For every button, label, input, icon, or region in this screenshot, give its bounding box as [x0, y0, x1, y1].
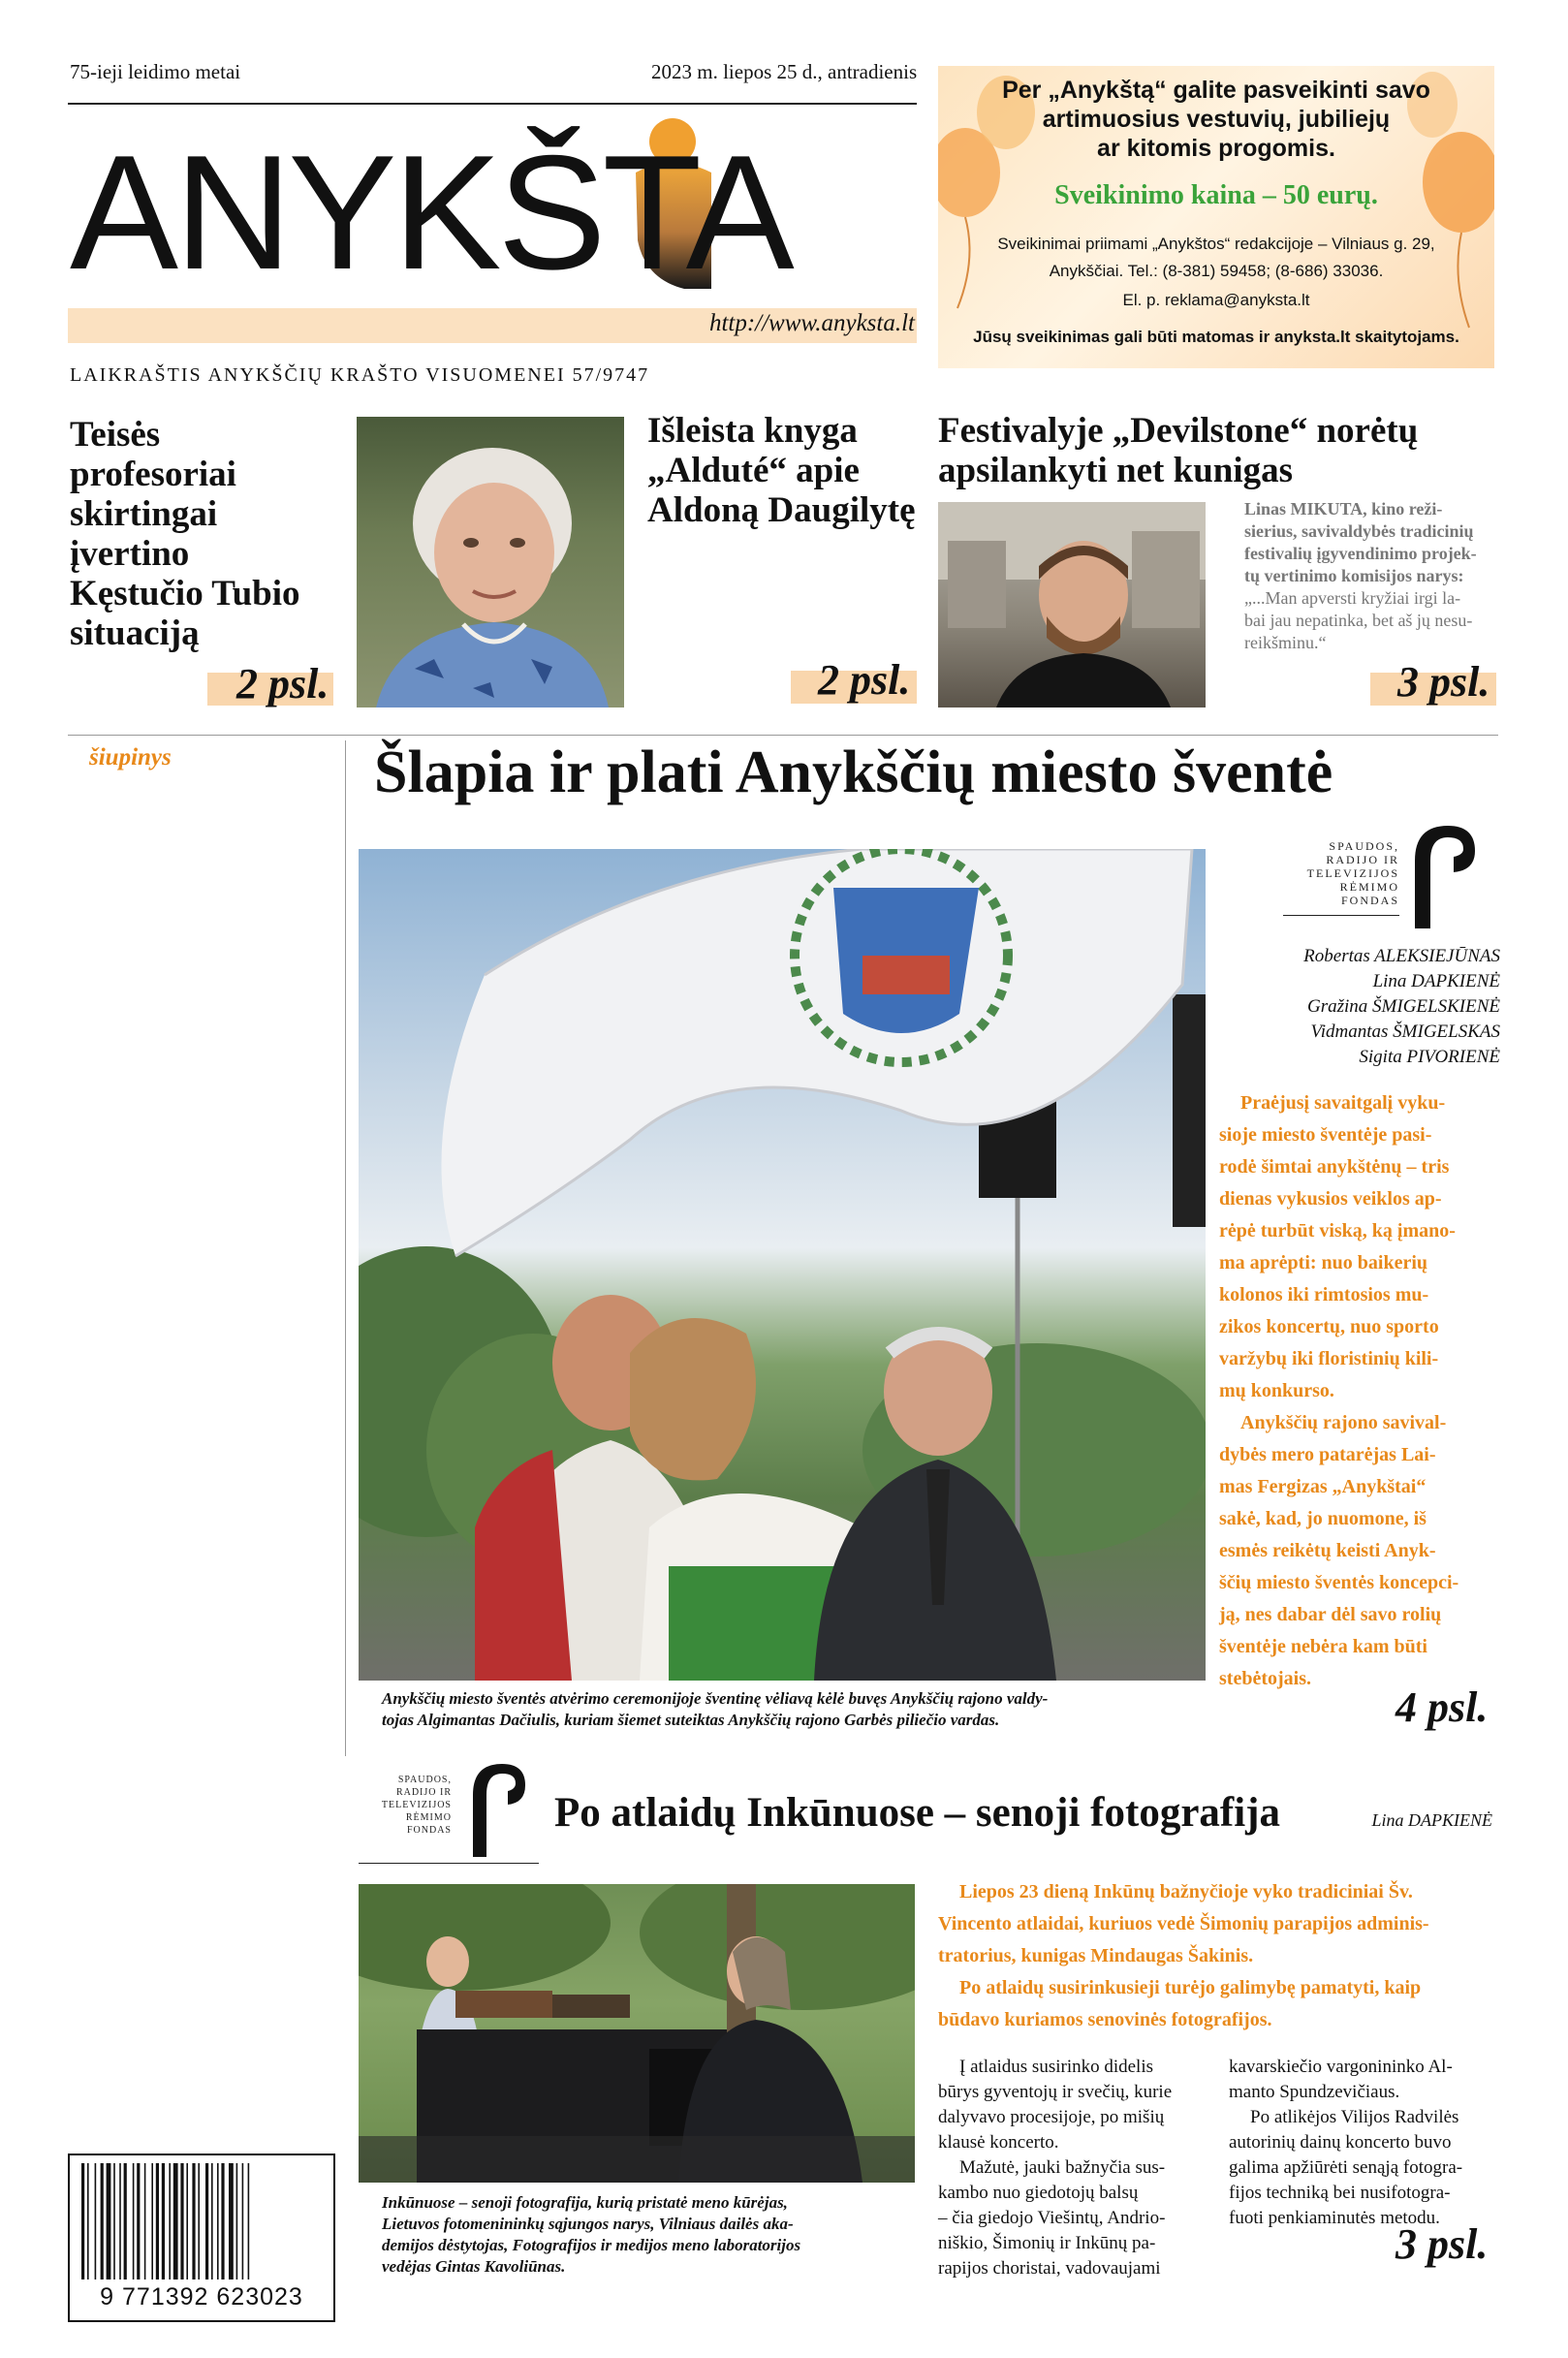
author-name: Gražina ŠMIGELSKIENĖ [1307, 996, 1500, 1017]
second-caption-line: vedėjas Gintas Kavoliūnas. [382, 2257, 566, 2276]
main-lead-line: mas Fergizas „Anykštai“ [1219, 1476, 1427, 1497]
teaser-3-text-line: tų vertinimo komisijos narys: [1244, 566, 1464, 585]
main-lead-line: Anykščių rajono savival- [1240, 1412, 1447, 1433]
second-body-col-1 [938, 2055, 1202, 2281]
barcode-bars [79, 2163, 324, 2279]
author-name: Sigita PIVORIENĖ [1359, 1047, 1500, 1067]
main-lead-line: esmės reikėtų keisti Anyk- [1219, 1540, 1436, 1561]
second-caption-line: Inkūnuose – senoji fotografija, kurią pristatė meno kūrėjas, [382, 2193, 788, 2212]
fund-logo-line: SPAUDOS, [1329, 839, 1399, 853]
flag-ceremony-image [359, 849, 1206, 1681]
media-fund-logo [359, 1756, 543, 1863]
fund-logo-line: RĖMIMO [405, 1812, 452, 1823]
second-body-line: galima apžiūrėti senąją fotogra- [1229, 2157, 1463, 2178]
barcode-bar [186, 2163, 188, 2279]
barcode-bar [173, 2163, 178, 2279]
second-body-line: Po atlikėjos Vilijos Radvilės [1250, 2107, 1459, 2127]
fund-logo-line: RADIJO IR [395, 1787, 452, 1798]
second-body-line: klausė koncerto. [938, 2132, 1059, 2153]
barcode-bar [192, 2163, 195, 2279]
main-lead-line: rodė šimtai anykštėnų – tris [1219, 1156, 1450, 1178]
teaser-1-line: situaciją [70, 613, 200, 653]
barcode-bar [137, 2163, 140, 2279]
ad-info-2: Anykščiai. Tel.: (8-381) 59458; (8-686) 33036. [1049, 262, 1384, 280]
author-name: Lina DAPKIENĖ [1372, 971, 1500, 991]
edition-year: 75-ieji leidimo metai [70, 60, 241, 83]
second-body-line: fijos techniką bei nusifotogra- [1229, 2183, 1451, 2203]
ad-info-3: El. p. reklama@anyksta.lt [1122, 291, 1310, 309]
second-body-line: fuoti penkiaminutės metodu. [1229, 2208, 1440, 2228]
teaser-1-line: skirtingai [70, 494, 218, 534]
author-name: Vidmantas ŠMIGELSKAS [1310, 1022, 1500, 1042]
barcode-bar [87, 2163, 89, 2279]
teaser-3-text-line: reikšminu.“ [1244, 633, 1327, 652]
ad-price: Sveikinimo kaina – 50 eurų. [1054, 180, 1378, 210]
section-rule [68, 735, 1498, 736]
barcode-bar [248, 2163, 250, 2279]
teaser-2-line: Aldoną Daugilytę [647, 490, 916, 530]
barcode-bar [133, 2163, 135, 2279]
teaser-1-line: įvertino [70, 534, 190, 574]
barcode-bar [101, 2163, 104, 2279]
teaser-2-page[interactable]: 2 psl. [818, 656, 911, 704]
barcode-bar [162, 2163, 165, 2279]
fund-logo-mark-icon [465, 1760, 529, 1857]
main-lead-line: stebėtojais. [1219, 1668, 1311, 1689]
second-caption-line: Lietuvos fotomenininkų sąjungos narys, Vilniaus dailės aka- [382, 2215, 794, 2233]
fund-logo-mark-icon [1405, 822, 1479, 928]
teaser-3-text-line: festivalių įgyvendinimo projek- [1244, 544, 1477, 563]
fund-logo-line: TELEVIZIJOS [381, 1800, 452, 1810]
ad-info-1: Sveikinimai priimami „Anykštos“ redakcijoje – Vilniaus g. 29, [997, 235, 1435, 253]
fund-logo-line: RĖMIMO [1339, 880, 1399, 894]
barcode-bar [169, 2163, 171, 2279]
fund-logo-line: TELEVIZIJOS [1306, 866, 1399, 880]
issue-date: 2023 m. liepos 25 d., antradienis [651, 60, 918, 83]
barcode-digits: 9 771392 623023 [100, 2283, 303, 2311]
main-lead-line: sioje miesto šventėje pasi- [1219, 1124, 1432, 1146]
barcode-bar [236, 2163, 238, 2279]
second-body-line: Į atlaidus susirinko didelis [959, 2057, 1154, 2077]
barcode-bar [124, 2163, 127, 2279]
main-lead-line: ma aprėpti: nuo baikerių [1219, 1252, 1428, 1273]
barcode-bar [205, 2163, 208, 2279]
masthead-rule [68, 103, 917, 105]
teaser-2-line: „Alduté“ apie [647, 451, 860, 490]
barcode-bar [144, 2163, 146, 2279]
teaser-3-text-line: Linas MIKUTA, kino reži- [1244, 499, 1443, 519]
teaser-3-text-line: sierius, savivaldybės tradicinių [1244, 521, 1474, 541]
second-body-line: kavarskiečio vargonininko Al- [1229, 2057, 1453, 2077]
second-body-col-2 [1229, 2055, 1498, 2231]
second-lead-line: Liepos 23 dieną Inkūnų bažnyčioje vyko tradiciniai Šv. [959, 1881, 1413, 1902]
main-lead-line: ją, nes dabar dėl savo rolių [1219, 1604, 1442, 1625]
second-lead-line: tratorius, kunigas Mindaugas Šakinis. [938, 1945, 1254, 1966]
fund-logo-line: FONDAS [1340, 894, 1399, 907]
main-photo-caption [382, 1688, 1215, 1731]
logo-wordmark: ANYKŠTA [70, 121, 791, 303]
svg-text:R: R [486, 1826, 507, 1857]
main-article-page[interactable]: 4 psl. [1396, 1683, 1489, 1731]
teaser-3-photo[interactable] [938, 502, 1206, 707]
second-body-line: būrys gyventojų ir svečių, kurie [938, 2082, 1173, 2102]
teaser-1-line: profesoriai [70, 455, 236, 494]
main-headline[interactable]: Šlapia ir plati Anykščių miesto šventė [374, 739, 1333, 805]
main-lead-line: rėpė turbūt viską, ką įmano- [1219, 1220, 1456, 1242]
barcode-bar [180, 2163, 183, 2279]
second-headline[interactable]: Po atlaidų Inkūnuose – senoji fotografija [554, 1790, 1280, 1836]
second-caption-line: demijos dėstytojas, Fotografijos ir medijos meno laboratorijos [382, 2236, 801, 2254]
teaser-3-text-line: „...Man apversti kryžiai irgi la- [1244, 588, 1461, 608]
second-body-line: niškio, Šimonių ir Inkūnų pa- [938, 2233, 1156, 2253]
barcode-bar [156, 2163, 159, 2279]
tagline: LAIKRAŠTIS ANYKŠČIŲ KRAŠTO VISUOMENEI 57/9747 [70, 364, 650, 386]
sidebar-divider [345, 740, 346, 1756]
teaser-2-line: Išleista knyga [647, 411, 858, 451]
main-lead-line: sakė, kad, jo nuomone, iš [1219, 1508, 1427, 1529]
fund-logo-rule [1283, 915, 1399, 916]
teaser-2-title[interactable] [647, 411, 928, 530]
barcode-bar [95, 2163, 97, 2279]
author-name: Robertas ALEKSIEJŪNAS [1303, 946, 1500, 966]
teaser-3-line: apsilankyti net kunigas [938, 451, 1294, 490]
old-photography-image [359, 1884, 915, 2183]
second-body-line: Mažutė, jauki bažnyčia sus- [959, 2157, 1166, 2178]
barcode-bar [221, 2163, 224, 2279]
fund-logo-line: RADIJO IR [1326, 853, 1399, 866]
main-lead-line: mų konkurso. [1219, 1380, 1334, 1401]
main-caption-line: tojas Algimantas Dačiulis, kuriam šiemet suteiktas Anykščių rajono Garbės piliečio vardas. [382, 1711, 1000, 1729]
second-body-line: kambo nuo giedotojų balsų [938, 2183, 1139, 2203]
second-body-line: – čia giedojo Viešintų, Andrio- [938, 2208, 1166, 2228]
main-lead-line: dienas vykusios veiklos ap- [1219, 1188, 1442, 1210]
second-lead-line: būdavo kuriamos senovinės fotografijos. [938, 2009, 1272, 2030]
main-lead-line: zikos koncertų, nuo sporto [1219, 1316, 1439, 1337]
barcode-bar [242, 2163, 244, 2279]
barcode-bar [81, 2163, 84, 2279]
barcode-bar [198, 2163, 200, 2279]
main-lead-line: ščių miesto šventės koncepci- [1219, 1572, 1459, 1593]
portrait-woman-image [357, 417, 624, 707]
main-lead [1219, 1087, 1500, 1695]
barcode-bar [107, 2163, 111, 2279]
ad-line-3: ar kitomis progomis. [1097, 135, 1335, 162]
teaser-3-page[interactable]: 3 psl. [1397, 658, 1490, 706]
ad-line-1: Per „Anykštą“ galite pasveikinti savo [1002, 77, 1430, 104]
barcode [68, 2154, 335, 2322]
main-authors [1303, 944, 1500, 1070]
second-article-rule [359, 1863, 539, 1864]
barcode-bar [217, 2163, 219, 2279]
teaser-1-page[interactable]: 2 psl. [236, 660, 329, 707]
main-lead-line: kolonos iki rimtosios mu- [1219, 1284, 1429, 1305]
teaser-3-line: Festivalyje „Devilstone“ norėtų [938, 411, 1419, 451]
ad-footer: Jūsų sveikinimas gali būti matomas ir anyksta.lt skaitytojams. [973, 328, 1459, 346]
teaser-3-title[interactable] [938, 411, 1510, 490]
main-article-photo[interactable] [359, 849, 1206, 1681]
ad-line-2: artimuosius vestuvių, jubiliejų [1042, 106, 1391, 133]
barcode-bar [151, 2163, 153, 2279]
second-article-page[interactable]: 3 psl. [1396, 2220, 1489, 2268]
website-url[interactable]: http://www.anyksta.lt [708, 310, 915, 336]
main-lead-line: dybės mero patarėjas Lai- [1219, 1444, 1436, 1465]
media-fund-logo [1279, 822, 1492, 928]
barcode-bar [119, 2163, 121, 2279]
second-lead-line: Po atlaidų susirinkusieji turėjo galimybę pamatyti, kaip [959, 1977, 1422, 1998]
barcode-bar [113, 2163, 115, 2279]
teaser-1-line: Teisės [70, 415, 161, 455]
barcode-bar [211, 2163, 213, 2279]
main-caption-line: Anykščių miesto šventės atvėrimo ceremonijoje šventinę vėliavą kėlė buvęs Anykščių rajono valdy- [382, 1689, 1049, 1708]
sidebar-label[interactable]: šiupinys [89, 744, 172, 770]
teaser-1-line: Kęstučio Tubio [70, 574, 300, 613]
second-body-line: manto Spundzevičiaus. [1229, 2082, 1400, 2102]
second-lead [938, 1876, 1500, 2036]
svg-text:R: R [1432, 895, 1455, 928]
fund-logo-line: FONDAS [406, 1825, 452, 1836]
main-lead-line: šventėje nebėra kam būti [1219, 1636, 1427, 1657]
teaser-3-text-line: bai jau nepatinka, bet aš jų nesu- [1244, 611, 1473, 630]
second-body-line: rapijos choristai, vadovaujami [938, 2258, 1161, 2279]
greeting-ad[interactable] [938, 66, 1494, 368]
logo [64, 114, 926, 308]
second-article-photo[interactable] [359, 1884, 915, 2183]
main-lead-line: Praėjusį savaitgalį vyku- [1240, 1092, 1446, 1114]
portrait-man-image [938, 502, 1206, 707]
fund-logo-line: SPAUDOS, [397, 1775, 452, 1785]
teaser-1-photo[interactable] [357, 417, 624, 707]
main-lead-line: varžybų iki floristinių kili- [1219, 1348, 1439, 1369]
second-lead-line: Vincento atlaidai, kuriuos vedė Šimonių parapijos adminis- [938, 1913, 1429, 1934]
second-body-line: dalyvavo procesijoje, po mišių [938, 2107, 1165, 2127]
teaser-1-title[interactable] [70, 415, 341, 653]
second-body-line: autorinių dainų koncerto buvo [1229, 2132, 1452, 2153]
barcode-bar [229, 2163, 234, 2279]
teaser-3-text [1244, 498, 1494, 654]
second-photo-caption [382, 2192, 925, 2278]
second-author: Lina DAPKIENĖ [1371, 1810, 1492, 1830]
